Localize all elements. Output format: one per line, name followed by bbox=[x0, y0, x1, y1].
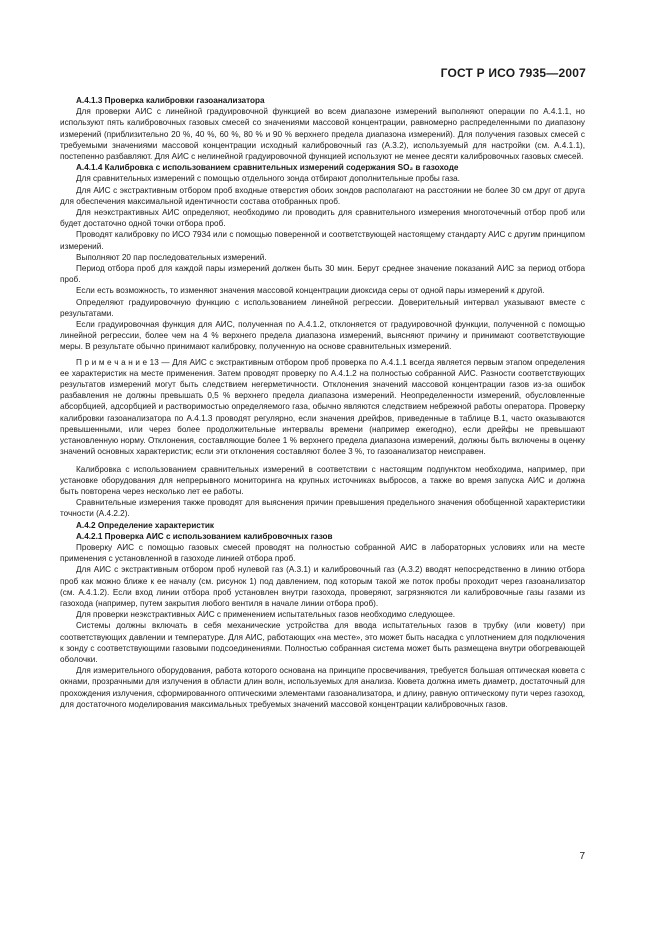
note-13 bbox=[60, 357, 585, 458]
document-standard-header: ГОСТ Р ИСО 7935—2007 bbox=[440, 66, 586, 80]
paragraph: Для АИС с экстрактивным отбором проб входные отверстия обоих зондов располагают на расстоянии не более 30 см друг от друга для обеспечения максимальной идентичности состава отобранных проб. bbox=[60, 185, 585, 206]
paragraph: Сравнительные измерения также проводят для выяснения причин превышения предельного значения обобщенной характеристики точности (А.4.2.2). bbox=[60, 498, 585, 519]
paragraph: Для сравнительных измерений с помощью отдельного зонда отбирают дополнительные пробы газа. bbox=[76, 174, 460, 184]
paragraph: Выполняют 20 пар последовательных измерений. bbox=[76, 252, 267, 262]
section-heading-a-4-1-3: А.4.1.3 Проверка калибровки газоанализатора bbox=[76, 96, 265, 105]
section-heading-a-4-2: А.4.2 Определение характеристик bbox=[76, 520, 214, 530]
page-number: 7 bbox=[579, 851, 585, 862]
paragraph: Для измерительного оборудования, работа которого основана на принципе просвечивания, требуется большая оптическая кювета с окнами, прозрачными для излучения в области длин волн, используемых для анализа. Кювета должна иметь диаметр, достаточный для прохождения излучения, сформированного оптическими элементами газоанализатора, и длину, равную оптическому пути через газоход, для достаточного моделирования максимальных требуемых значений массовой концентрации калибровочных газов. bbox=[60, 666, 585, 709]
paragraph: Системы должны включать в себя механические устройства для ввода испытательных газов в трубку (или кювету) при соответствующих давлении и температуре. Для АИС, работающих «на месте», это может быть насадка с уплотнением для подключения к зонду с соответствующими газовыми подсоединениями. Полностью собранная система может быть размещена внутри обогревающей оболочки. bbox=[60, 621, 585, 664]
paragraph: Калибровка с использованием сравнительных измерений в соответствии с настоящим подпунктом необходима, например, при установке оборудования для непрерывного мониторинга на крупных источниках выбросов, а также во время запуска АИС и должна быть повторена через несколько лет ее работы. bbox=[60, 464, 585, 496]
paragraph: Определяют градуировочную функцию с использованием линейной регрессии. Доверительный интервал указывают вместе с результатами. bbox=[60, 297, 585, 318]
note-label: П р и м е ч а н и е 13 bbox=[76, 357, 159, 367]
document-body bbox=[60, 95, 585, 710]
paragraph: Для проверки АИС с линейной градуировочной функцией во всем диапазоне измерений выполняют операции по А.4.1.1, но используют пять калибровочных газовых смесей со значениями массовой концентрации, равномерно распределенными по диапазону измерений (приблизительно 20 %, 40 %, 60 %, 80 % и 90 % верхнего предела диапазона измерений). Для получения газовых смесей с требуемыми значениями массовой концентрации исходный калибровочный газ (А.3.2), используемый для настройки (см. А.4.1.1), постепенно разбавляют. Для АИС с нелинейной градуировочной функцией используют не менее десяти калибровочных газовых смесей. bbox=[60, 107, 585, 162]
note-text: — Для АИС с экстрактивным отбором проб проверка по А.4.1.1 всегда является первым этапом определения ее характеристик на месте применения. Затем проводят проверку по А.4.1.2 на полностью собранной АИС. Разности соответствующих результатов измерений могут быть следствием негерметичности. Отклонения значений массовой концентрации газов из-за ошибок разбавления не должны превышать 0,5 % верхнего предела диапазона измерений. Неопределенности измерений, обусловленные абсорбцией, адсорбцией и растворимостью определяемого газа, обычно являются следствием небрежной работы оператора. Проверку калибровки газоанализатора по А.4.1.3 проводят регулярно, если значения дрейфов, приведенные в таблице В.1, часто оказываются превышенными, или через более продолжительные интервалы времени (например ежегодно), если дрейфы не превышают установленную норму. Отклонения, составляющие более 1 % верхнего предела диапазона измерений, должны быть включены в оценку значений основных характеристик; если эти отклонения составляют более 3 %, то газоанализатор неисправен. bbox=[60, 357, 585, 457]
paragraph: Проводят калибровку по ИСО 7934 или с помощью поверенной и соответствующей настоящему стандарту АИС с другим принципом измерений. bbox=[60, 230, 585, 251]
paragraph: Для АИС с экстрактивным отбором проб нулевой газ (А.3.1) и калибровочный газ (А.3.2) вводят непосредственно в линию отбора проб как можно ближе к ее началу (см. рисунок 1) под давлением, под которым такой же поток пробы проходит через газоанализатор (см. А.4.1.2). Если вход линии отбора проб установлен внутри газохода, проверяют, загрязняются ли калибровочные газы газами из газохода (например, путем закрытия любого вентиля в начале линии отбора проб). bbox=[60, 565, 585, 608]
paragraph: Период отбора проб для каждой пары измерений должен быть 30 мин. Берут среднее значение показаний АИС за период отбора проб. bbox=[60, 264, 585, 285]
paragraph: Для неэкстрактивных АИС определяют, необходимо ли проводить для сравнительного измерения многоточечный отбор проб или будет достаточно одной точки отбора проб. bbox=[60, 208, 585, 229]
paragraph: Проверку АИС с помощью газовых смесей проводят на полностью собранной АИС в лабораторных условиях или на месте применения с установленной в газоходе линией отбора проб. bbox=[60, 542, 585, 564]
section-heading-a-4-2-1: А.4.2.1 Проверка АИС с использованием калибровочных газов bbox=[76, 531, 333, 541]
paragraph: Если градуировочная функция для АИС, полученная по А.4.1.2, отклоняется от градуировочной функции, полученной с помощью линейной регрессии, более чем на 4 % верхнего предела диапазона измерений, выясняют причину и принимают соответствующие меры. В результате обычно принимают калибровку, полученную на основе сравнительных измерений. bbox=[60, 320, 585, 352]
paragraph: Для проверки неэкстрактивных АИС с применением испытательных газов необходимо следующее. bbox=[76, 610, 456, 620]
paragraph: Если есть возможность, то изменяют значения массовой концентрации диоксида серы от одной пары измерений к другой. bbox=[76, 286, 545, 296]
section-heading-a-4-1-4: А.4.1.4 Калибровка с использованием сравнительных измерений содержания SO₂ в газоходе bbox=[76, 163, 459, 173]
